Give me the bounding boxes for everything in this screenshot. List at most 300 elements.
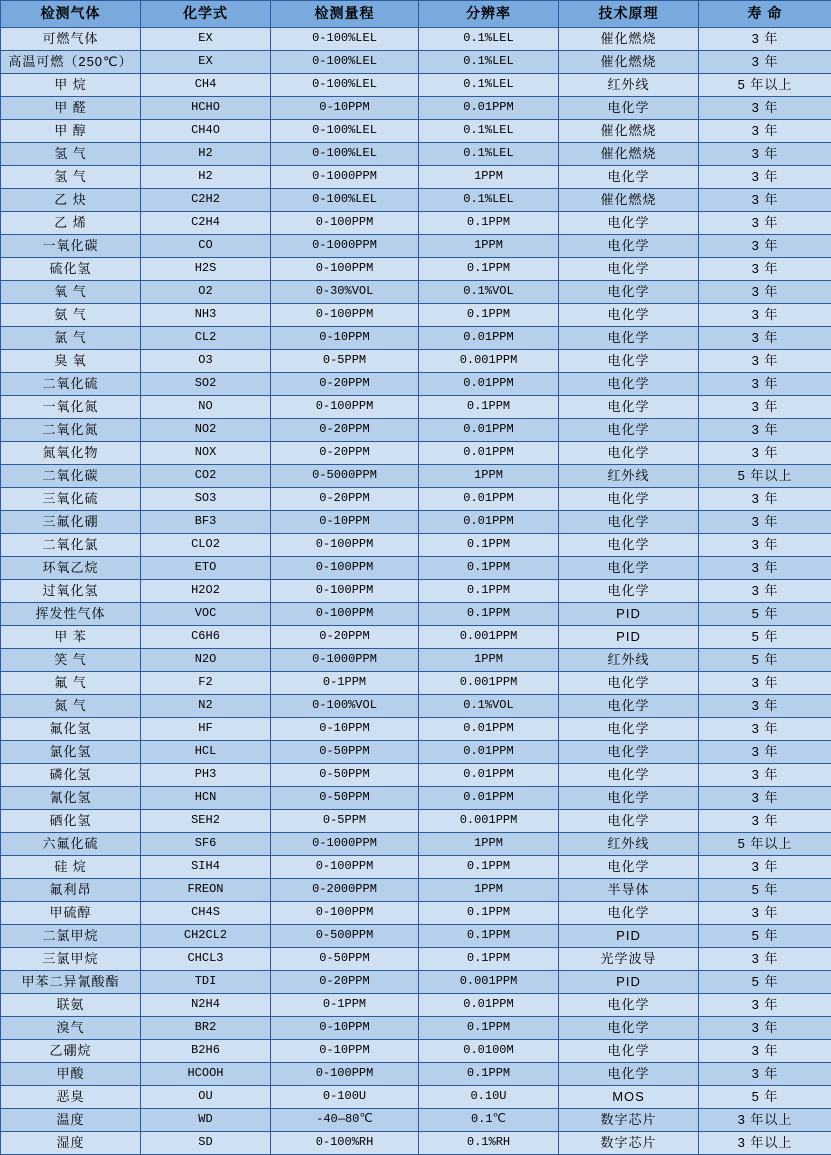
cell-gas: 六氟化硫 (1, 833, 141, 856)
cell-lifetime: 3 年 (699, 304, 831, 327)
cell-formula: VOC (141, 603, 271, 626)
cell-principle: 电化学 (559, 1063, 699, 1086)
cell-gas: 氨 气 (1, 304, 141, 327)
cell-principle: 电化学 (559, 856, 699, 879)
table-row (1, 948, 831, 971)
cell-principle: 催化燃烧 (559, 28, 699, 51)
cell-principle: PID (559, 925, 699, 948)
cell-principle: 电化学 (559, 534, 699, 557)
cell-range: 0-500PPM (271, 925, 419, 948)
cell-principle: 电化学 (559, 1040, 699, 1063)
cell-formula: NOX (141, 442, 271, 465)
table-row (1, 396, 831, 419)
cell-formula: C6H6 (141, 626, 271, 649)
cell-principle: 电化学 (559, 764, 699, 787)
cell-formula: HCOOH (141, 1063, 271, 1086)
cell-range: 0-100%LEL (271, 120, 419, 143)
cell-range: 0-100PPM (271, 1063, 419, 1086)
cell-gas: 乙 炔 (1, 189, 141, 212)
cell-range: 0-100%LEL (271, 51, 419, 74)
cell-gas: 硅 烷 (1, 856, 141, 879)
cell-lifetime: 3 年 (699, 787, 831, 810)
cell-formula: HCN (141, 787, 271, 810)
cell-formula: BF3 (141, 511, 271, 534)
cell-gas: 联氨 (1, 994, 141, 1017)
cell-gas: 乙 烯 (1, 212, 141, 235)
cell-gas: 恶臭 (1, 1086, 141, 1109)
cell-resolution: 0.1PPM (419, 534, 559, 557)
cell-gas: 氧 气 (1, 281, 141, 304)
cell-gas: 笑 气 (1, 649, 141, 672)
cell-resolution: 0.1%LEL (419, 120, 559, 143)
cell-lifetime: 3 年 (699, 350, 831, 373)
cell-lifetime: 5 年 (699, 626, 831, 649)
cell-lifetime: 5 年 (699, 971, 831, 994)
cell-range: 0-100%VOL (271, 695, 419, 718)
cell-resolution: 0.01PPM (419, 787, 559, 810)
table-row (1, 235, 831, 258)
cell-principle: 数字芯片 (559, 1132, 699, 1155)
cell-formula: EX (141, 28, 271, 51)
table-row (1, 51, 831, 74)
cell-principle: PID (559, 626, 699, 649)
cell-principle: 光学波导 (559, 948, 699, 971)
cell-formula: N2 (141, 695, 271, 718)
cell-formula: HCL (141, 741, 271, 764)
cell-lifetime: 3 年 (699, 281, 831, 304)
cell-gas: 氯化氢 (1, 741, 141, 764)
cell-principle: 电化学 (559, 97, 699, 120)
cell-gas: 三氟化硼 (1, 511, 141, 534)
table-row (1, 327, 831, 350)
cell-resolution: 0.1℃ (419, 1109, 559, 1132)
cell-resolution: 0.01PPM (419, 718, 559, 741)
cell-gas: 二氧化氮 (1, 419, 141, 442)
cell-gas: 一氧化碳 (1, 235, 141, 258)
cell-lifetime: 3 年 (699, 28, 831, 51)
cell-lifetime: 3 年 (699, 534, 831, 557)
cell-resolution: 0.01PPM (419, 488, 559, 511)
cell-lifetime: 3 年 (699, 511, 831, 534)
cell-resolution: 0.01PPM (419, 373, 559, 396)
column-header-principle: 技术原理 (559, 1, 699, 28)
cell-gas: 湿度 (1, 1132, 141, 1155)
cell-lifetime: 3 年 (699, 189, 831, 212)
cell-formula: SO3 (141, 488, 271, 511)
table-row (1, 1063, 831, 1086)
cell-formula: HF (141, 718, 271, 741)
cell-lifetime: 5 年以上 (699, 74, 831, 97)
cell-lifetime: 3 年 (699, 1017, 831, 1040)
column-header-gas: 检测气体 (1, 1, 141, 28)
cell-lifetime: 3 年 (699, 948, 831, 971)
cell-principle: 电化学 (559, 580, 699, 603)
table-row (1, 1132, 831, 1155)
table-row (1, 120, 831, 143)
cell-resolution: 0.01PPM (419, 994, 559, 1017)
table-row (1, 856, 831, 879)
cell-principle: 红外线 (559, 465, 699, 488)
cell-range: 0-100PPM (271, 258, 419, 281)
column-header-resolution: 分辨率 (419, 1, 559, 28)
cell-gas: 一氧化氮 (1, 396, 141, 419)
cell-lifetime: 3 年 (699, 856, 831, 879)
cell-formula: SD (141, 1132, 271, 1155)
cell-range: 0-100%LEL (271, 143, 419, 166)
cell-range: 0-1000PPM (271, 235, 419, 258)
cell-lifetime: 3 年以上 (699, 1132, 831, 1155)
cell-gas: 可燃气体 (1, 28, 141, 51)
cell-lifetime: 3 年 (699, 741, 831, 764)
cell-lifetime: 3 年 (699, 764, 831, 787)
cell-principle: 数字芯片 (559, 1109, 699, 1132)
cell-lifetime: 3 年 (699, 373, 831, 396)
cell-principle: 电化学 (559, 810, 699, 833)
cell-resolution: 1PPM (419, 649, 559, 672)
cell-range: 0-20PPM (271, 373, 419, 396)
header-row (1, 1, 831, 28)
cell-range: 0-20PPM (271, 971, 419, 994)
table-row (1, 994, 831, 1017)
cell-resolution: 0.1%RH (419, 1132, 559, 1155)
cell-formula: NO (141, 396, 271, 419)
cell-principle: 电化学 (559, 166, 699, 189)
cell-principle: 催化燃烧 (559, 143, 699, 166)
cell-gas: 甲 烷 (1, 74, 141, 97)
cell-lifetime: 3 年 (699, 1063, 831, 1086)
cell-range: 0-1PPM (271, 672, 419, 695)
cell-range: 0-100PPM (271, 902, 419, 925)
cell-formula: SEH2 (141, 810, 271, 833)
cell-formula: TDI (141, 971, 271, 994)
cell-gas: 氢 气 (1, 143, 141, 166)
cell-formula: N2H4 (141, 994, 271, 1017)
cell-formula: SO2 (141, 373, 271, 396)
cell-resolution: 0.1%LEL (419, 143, 559, 166)
cell-lifetime: 3 年 (699, 258, 831, 281)
cell-resolution: 0.1%LEL (419, 189, 559, 212)
cell-range: 0-100PPM (271, 212, 419, 235)
cell-range: 0-1000PPM (271, 166, 419, 189)
cell-lifetime: 3 年 (699, 212, 831, 235)
table-row (1, 373, 831, 396)
cell-principle: 电化学 (559, 488, 699, 511)
cell-formula: PH3 (141, 764, 271, 787)
cell-lifetime: 5 年以上 (699, 465, 831, 488)
cell-range: 0-2000PPM (271, 879, 419, 902)
table-row (1, 649, 831, 672)
cell-lifetime: 5 年 (699, 649, 831, 672)
cell-formula: SIH4 (141, 856, 271, 879)
cell-range: 0-50PPM (271, 741, 419, 764)
cell-formula: HCHO (141, 97, 271, 120)
cell-formula: H2 (141, 166, 271, 189)
cell-range: 0-100PPM (271, 534, 419, 557)
cell-gas: 三氯甲烷 (1, 948, 141, 971)
cell-gas: 甲 醛 (1, 97, 141, 120)
table-header (1, 1, 831, 28)
table-row (1, 143, 831, 166)
cell-principle: 电化学 (559, 212, 699, 235)
cell-range: 0-10PPM (271, 1017, 419, 1040)
cell-lifetime: 3 年 (699, 557, 831, 580)
cell-formula: ETO (141, 557, 271, 580)
cell-resolution: 0.01PPM (419, 764, 559, 787)
cell-formula: OU (141, 1086, 271, 1109)
cell-principle: 电化学 (559, 235, 699, 258)
cell-range: 0-5PPM (271, 810, 419, 833)
cell-resolution: 0.1PPM (419, 1063, 559, 1086)
cell-range: 0-20PPM (271, 419, 419, 442)
cell-lifetime: 3 年 (699, 810, 831, 833)
cell-resolution: 0.1%LEL (419, 28, 559, 51)
cell-resolution: 0.001PPM (419, 626, 559, 649)
cell-gas: 氯 气 (1, 327, 141, 350)
cell-resolution: 0.1PPM (419, 212, 559, 235)
cell-formula: CHCL3 (141, 948, 271, 971)
table-row (1, 626, 831, 649)
table-row (1, 672, 831, 695)
cell-formula: CH4O (141, 120, 271, 143)
cell-formula: H2 (141, 143, 271, 166)
cell-formula: CH2CL2 (141, 925, 271, 948)
cell-range: 0-100%LEL (271, 28, 419, 51)
cell-lifetime: 3 年 (699, 143, 831, 166)
cell-range: 0-50PPM (271, 948, 419, 971)
cell-principle: 红外线 (559, 833, 699, 856)
table-row (1, 258, 831, 281)
cell-range: 0-10PPM (271, 327, 419, 350)
cell-gas: 二氧化硫 (1, 373, 141, 396)
cell-resolution: 0.1PPM (419, 1017, 559, 1040)
cell-principle: 电化学 (559, 994, 699, 1017)
cell-gas: 磷化氢 (1, 764, 141, 787)
cell-lifetime: 3 年 (699, 902, 831, 925)
cell-principle: 催化燃烧 (559, 51, 699, 74)
cell-gas: 氟化氢 (1, 718, 141, 741)
cell-resolution: 0.01PPM (419, 97, 559, 120)
cell-resolution: 0.001PPM (419, 672, 559, 695)
table-row (1, 810, 831, 833)
table-row (1, 787, 831, 810)
cell-principle: 电化学 (559, 557, 699, 580)
table-row (1, 1040, 831, 1063)
cell-gas: 氢 气 (1, 166, 141, 189)
cell-resolution: 1PPM (419, 166, 559, 189)
table-row (1, 695, 831, 718)
table-row (1, 189, 831, 212)
cell-resolution: 0.1%VOL (419, 281, 559, 304)
cell-principle: 电化学 (559, 695, 699, 718)
cell-resolution: 0.01PPM (419, 419, 559, 442)
cell-gas: 硒化氢 (1, 810, 141, 833)
cell-range: 0-100PPM (271, 856, 419, 879)
cell-range: 0-20PPM (271, 626, 419, 649)
table-row (1, 304, 831, 327)
cell-lifetime: 3 年 (699, 166, 831, 189)
cell-principle: 电化学 (559, 396, 699, 419)
cell-gas: 溴气 (1, 1017, 141, 1040)
cell-gas: 甲硫醇 (1, 902, 141, 925)
cell-gas: 臭 氧 (1, 350, 141, 373)
cell-range: 0-10PPM (271, 511, 419, 534)
cell-lifetime: 3 年 (699, 580, 831, 603)
cell-principle: 电化学 (559, 741, 699, 764)
cell-lifetime: 5 年 (699, 925, 831, 948)
cell-lifetime: 5 年 (699, 1086, 831, 1109)
cell-lifetime: 3 年 (699, 419, 831, 442)
cell-principle: 电化学 (559, 350, 699, 373)
cell-principle: 电化学 (559, 419, 699, 442)
cell-lifetime: 3 年 (699, 994, 831, 1017)
cell-lifetime: 3 年 (699, 327, 831, 350)
cell-lifetime: 3 年 (699, 442, 831, 465)
cell-range: 0-1000PPM (271, 833, 419, 856)
table-row (1, 971, 831, 994)
cell-principle: 电化学 (559, 787, 699, 810)
cell-range: 0-20PPM (271, 442, 419, 465)
cell-range: 0-100PPM (271, 304, 419, 327)
table-row (1, 557, 831, 580)
cell-lifetime: 3 年 (699, 1040, 831, 1063)
cell-range: 0-1000PPM (271, 649, 419, 672)
cell-gas: 氟利昂 (1, 879, 141, 902)
cell-gas: 环氧乙烷 (1, 557, 141, 580)
table-row (1, 741, 831, 764)
column-header-lifetime: 寿 命 (699, 1, 831, 28)
table-row (1, 28, 831, 51)
cell-resolution: 0.1PPM (419, 925, 559, 948)
column-header-formula: 化学式 (141, 1, 271, 28)
cell-gas: 甲 醇 (1, 120, 141, 143)
cell-lifetime: 3 年 (699, 488, 831, 511)
cell-principle: 电化学 (559, 281, 699, 304)
table-row (1, 603, 831, 626)
cell-resolution: 0.001PPM (419, 350, 559, 373)
cell-range: 0-100%RH (271, 1132, 419, 1155)
column-header-range: 检测量程 (271, 1, 419, 28)
cell-gas: 甲酸 (1, 1063, 141, 1086)
cell-range: 0-100PPM (271, 557, 419, 580)
cell-formula: CO2 (141, 465, 271, 488)
cell-formula: H2O2 (141, 580, 271, 603)
cell-principle: 电化学 (559, 718, 699, 741)
table-row (1, 925, 831, 948)
cell-gas: 氮氧化物 (1, 442, 141, 465)
table-row (1, 442, 831, 465)
cell-resolution: 0.1PPM (419, 258, 559, 281)
cell-resolution: 0.1%LEL (419, 51, 559, 74)
cell-gas: 三氧化硫 (1, 488, 141, 511)
cell-principle: 电化学 (559, 902, 699, 925)
cell-gas: 挥发性气体 (1, 603, 141, 626)
cell-range: 0-50PPM (271, 764, 419, 787)
cell-principle: 催化燃烧 (559, 189, 699, 212)
table-row (1, 764, 831, 787)
cell-range: 0-100PPM (271, 580, 419, 603)
cell-principle: 电化学 (559, 258, 699, 281)
cell-range: 0-30%VOL (271, 281, 419, 304)
cell-principle: PID (559, 603, 699, 626)
cell-resolution: 1PPM (419, 465, 559, 488)
cell-principle: 电化学 (559, 442, 699, 465)
cell-range: 0-5000PPM (271, 465, 419, 488)
cell-lifetime: 5 年以上 (699, 833, 831, 856)
table-row (1, 580, 831, 603)
table-row (1, 879, 831, 902)
cell-resolution: 0.0100M (419, 1040, 559, 1063)
cell-gas: 氮 气 (1, 695, 141, 718)
cell-gas: 二氯甲烷 (1, 925, 141, 948)
table-row (1, 419, 831, 442)
cell-formula: F2 (141, 672, 271, 695)
cell-resolution: 0.001PPM (419, 810, 559, 833)
cell-range: 0-10PPM (271, 718, 419, 741)
cell-formula: CH4 (141, 74, 271, 97)
cell-principle: PID (559, 971, 699, 994)
table-row (1, 718, 831, 741)
cell-resolution: 0.001PPM (419, 971, 559, 994)
cell-formula: EX (141, 51, 271, 74)
cell-resolution: 0.1PPM (419, 304, 559, 327)
cell-resolution: 1PPM (419, 833, 559, 856)
cell-gas: 甲 苯 (1, 626, 141, 649)
cell-range: 0-100%LEL (271, 189, 419, 212)
cell-range: 0-100PPM (271, 603, 419, 626)
cell-range: 0-50PPM (271, 787, 419, 810)
table-row (1, 1017, 831, 1040)
cell-range: 0-5PPM (271, 350, 419, 373)
cell-resolution: 0.01PPM (419, 327, 559, 350)
cell-principle: 电化学 (559, 327, 699, 350)
cell-gas: 二氧化氯 (1, 534, 141, 557)
cell-gas: 二氧化碳 (1, 465, 141, 488)
cell-formula: B2H6 (141, 1040, 271, 1063)
cell-range: 0-10PPM (271, 1040, 419, 1063)
cell-resolution: 0.01PPM (419, 511, 559, 534)
table-row (1, 511, 831, 534)
cell-formula: N2O (141, 649, 271, 672)
cell-formula: O2 (141, 281, 271, 304)
cell-range: 0-100PPM (271, 396, 419, 419)
cell-principle: 红外线 (559, 649, 699, 672)
cell-lifetime: 3 年以上 (699, 1109, 831, 1132)
table-row (1, 350, 831, 373)
cell-range: 0-10PPM (271, 97, 419, 120)
cell-resolution: 1PPM (419, 235, 559, 258)
cell-formula: SF6 (141, 833, 271, 856)
cell-principle: 电化学 (559, 672, 699, 695)
cell-formula: NH3 (141, 304, 271, 327)
cell-formula: BR2 (141, 1017, 271, 1040)
cell-formula: CO (141, 235, 271, 258)
table-row (1, 465, 831, 488)
cell-gas: 温度 (1, 1109, 141, 1132)
cell-resolution: 0.1PPM (419, 948, 559, 971)
table-row (1, 97, 831, 120)
cell-resolution: 0.1PPM (419, 902, 559, 925)
cell-formula: CL2 (141, 327, 271, 350)
cell-formula: CH4S (141, 902, 271, 925)
table-row (1, 488, 831, 511)
cell-lifetime: 3 年 (699, 672, 831, 695)
cell-resolution: 1PPM (419, 879, 559, 902)
cell-formula: FREON (141, 879, 271, 902)
cell-gas: 硫化氢 (1, 258, 141, 281)
cell-gas: 过氧化氢 (1, 580, 141, 603)
cell-resolution: 0.1PPM (419, 580, 559, 603)
cell-resolution: 0.01PPM (419, 442, 559, 465)
